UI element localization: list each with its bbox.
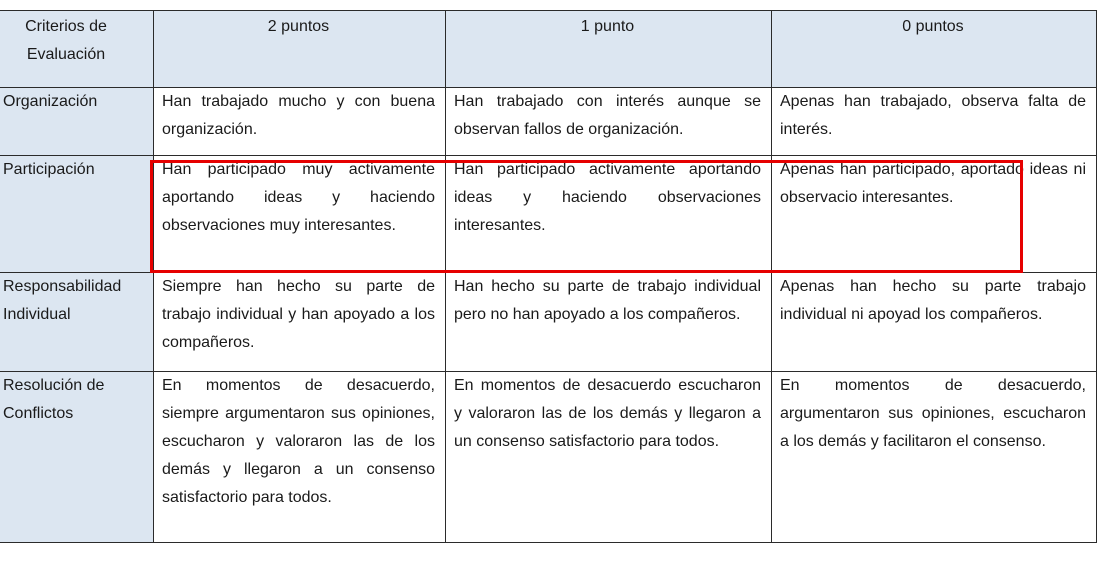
cell-participacion-1: Han participado activamente aportando ideas y haciendo observaciones interesantes. <box>446 156 772 273</box>
table-row <box>0 156 1097 273</box>
header-criterios: Criterios de Evaluación <box>0 11 154 88</box>
table-row <box>0 88 1097 156</box>
cell-resolucion-0: En momentos de desacuerdo, argumentaron sus opiniones, escucharon a los demás y facilitaron el consenso. <box>772 372 1097 543</box>
cell-resolucion-2: En momentos de desacuerdo, siempre argumentaron sus opiniones, escucharon y valoraron las de los demás y llegaron a un consenso satisfactorio para todos. <box>154 372 446 543</box>
criterion-resolucion: Resolución de Conflictos <box>0 372 154 543</box>
criterion-responsabilidad: Responsabilidad Individual <box>0 273 154 372</box>
criterion-participacion: Participación <box>0 156 154 273</box>
header-1-punto: 1 punto <box>446 11 772 88</box>
cell-organizacion-1: Han trabajado con interés aunque se observan fallos de organización. <box>446 88 772 156</box>
cell-responsabilidad-1: Han hecho su parte de trabajo individual pero no han apoyado a los compañeros. <box>446 273 772 372</box>
cell-participacion-2: Han participado muy activamente aportando ideas y haciendo observaciones muy interesantes. <box>154 156 446 273</box>
table-row <box>0 372 1097 543</box>
header-0-puntos: 0 puntos <box>772 11 1097 88</box>
cell-responsabilidad-2: Siempre han hecho su parte de trabajo individual y han apoyado a los compañeros. <box>154 273 446 372</box>
cell-participacion-0: Apenas han participado, aportado ideas ni observacio interesantes. <box>772 156 1097 273</box>
header-row <box>0 11 1097 88</box>
table-row <box>0 273 1097 372</box>
criterion-organizacion: Organización <box>0 88 154 156</box>
cell-responsabilidad-0: Apenas han hecho su parte trabajo individual ni apoyad los compañeros. <box>772 273 1097 372</box>
rubric-table <box>0 10 1097 543</box>
cell-organizacion-0: Apenas han trabajado, observa falta de interés. <box>772 88 1097 156</box>
header-2-puntos: 2 puntos <box>154 11 446 88</box>
cell-resolucion-1: En momentos de desacuerdo escucharon y valoraron las de los demás y llegaron a un consenso satisfactorio para todos. <box>446 372 772 543</box>
cell-organizacion-2: Han trabajado mucho y con buena organización. <box>154 88 446 156</box>
